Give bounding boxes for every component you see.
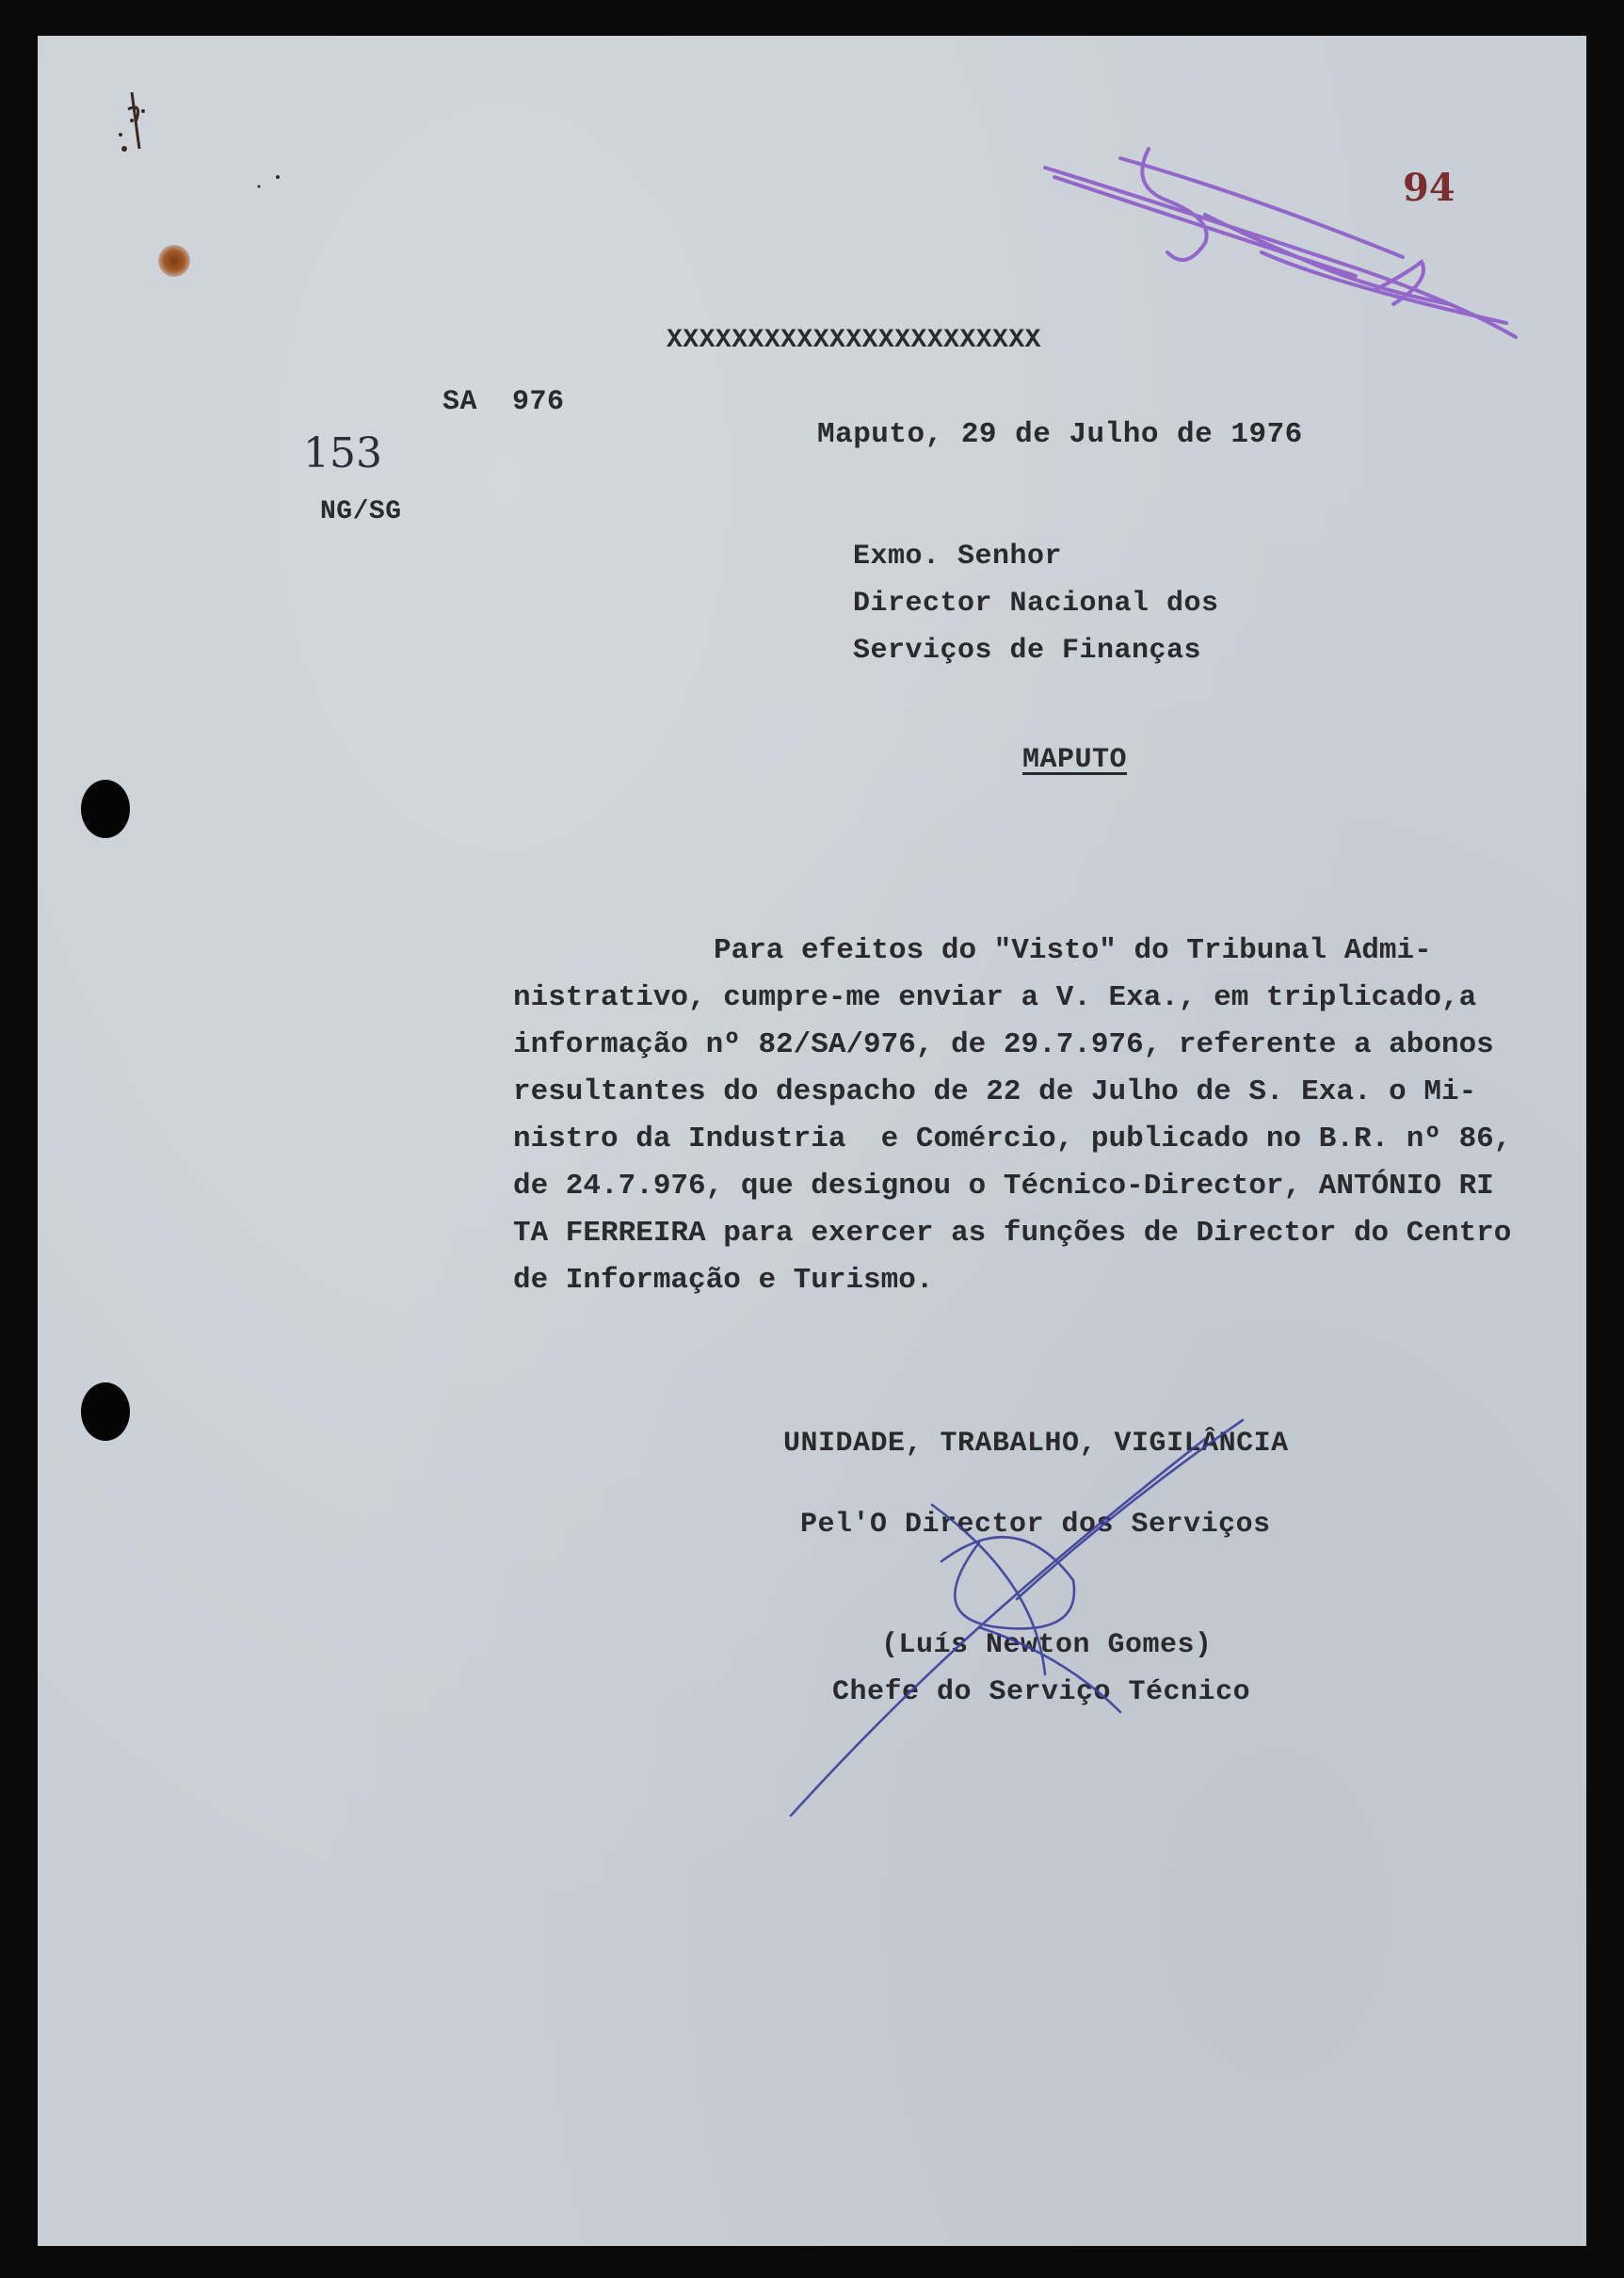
signer-title: Chefe do Serviço Técnico bbox=[832, 1676, 1251, 1708]
addressee-department: Serviços de Finanças bbox=[853, 635, 1202, 667]
page-number: 94 bbox=[1403, 166, 1455, 210]
handwritten-number: 153 bbox=[303, 429, 382, 477]
reference-sub-code: NG/SG bbox=[320, 497, 402, 526]
body-line: informação nº 82/SA/976, de 29.7.976, referente a abonos bbox=[513, 1028, 1494, 1061]
signer-name: (Luís Newton Gomes) bbox=[881, 1629, 1213, 1661]
signature bbox=[791, 1420, 1243, 1816]
violet-crayon-mark bbox=[1045, 149, 1516, 337]
closing-on-behalf: Pel'O Director dos Serviços bbox=[800, 1509, 1271, 1541]
body-line: nistro da Industria e Comércio, publicado no B.R. nº 86, bbox=[513, 1123, 1512, 1155]
body-line: Para efeitos do "Visto" do Tribunal Admi- bbox=[714, 934, 1432, 967]
addressee-title: Director Nacional dos bbox=[853, 588, 1219, 620]
body-line: nistrativo, cumpre-me enviar a V. Exa., em triplicado,a bbox=[513, 981, 1477, 1014]
ink-specks bbox=[119, 109, 280, 188]
reference-code: SA 976 bbox=[442, 386, 565, 418]
closing-motto: UNIDADE, TRABALHO, VIGILÂNCIA bbox=[783, 1428, 1289, 1460]
body-line: de Informação e Turismo. bbox=[513, 1264, 934, 1297]
addressee-city: MAPUTO bbox=[1022, 744, 1128, 776]
body-line: resultantes do despacho de 22 de Julho de S. Exa. o Mi- bbox=[513, 1075, 1477, 1108]
body-line: de 24.7.976, que designou o Técnico-Director, ANTÓNIO RI bbox=[513, 1170, 1494, 1203]
ink-marks-layer bbox=[38, 36, 1586, 2246]
body-line: TA FERREIRA para exercer as funções de Director do Centro bbox=[513, 1217, 1512, 1250]
redacted-header-line: XXXXXXXXXXXXXXXXXXXXXXX bbox=[667, 326, 1041, 355]
letter-date: Maputo, 29 de Julho de 1976 bbox=[817, 418, 1303, 451]
addressee-salutation: Exmo. Senhor bbox=[853, 541, 1063, 573]
document-page bbox=[38, 36, 1586, 2246]
